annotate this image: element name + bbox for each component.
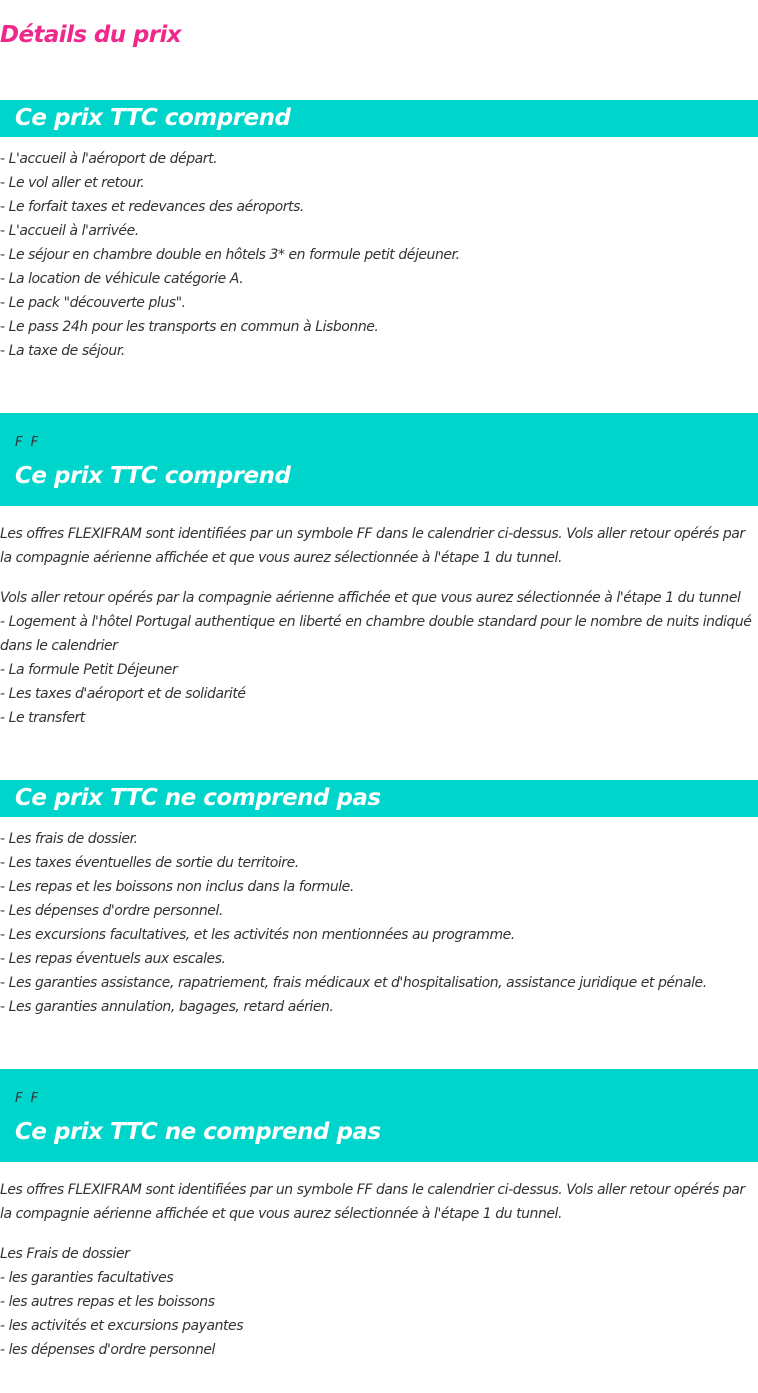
list-item: - les autres repas et les boissons	[0, 1294, 215, 1310]
list-item: - Les excursions facultatives, et les activités non mentionnées au programme.	[0, 927, 515, 943]
included-list	[0, 147, 758, 363]
list-item: - les dépenses d'ordre personnel	[0, 1342, 216, 1358]
section-header	[0, 780, 758, 817]
section-not-included	[0, 780, 758, 1019]
section-title: Ce prix TTC comprend	[15, 463, 291, 489]
section-header	[0, 100, 758, 137]
list-item: - Le forfait taxes et redevances des aéroports.	[0, 199, 304, 215]
flexifram-intro: Les offres FLEXIFRAM sont identifiées par un symbole FF dans le calendrier ci-dessus. Vols aller retour opérés par la compagnie aérienne affichée et que vous aurez sélectionnée à l'étape 1 du tunnel.	[0, 1182, 745, 1222]
list-item: - Le vol aller et retour.	[0, 175, 145, 191]
list-item: - L'accueil à l'arrivée.	[0, 223, 139, 239]
list-item: - Le pack "découverte plus".	[0, 295, 186, 311]
list-item: - Les taxes d'aéroport et de solidarité	[0, 686, 246, 702]
list-item: - L'accueil à l'aéroport de départ.	[0, 151, 218, 167]
list-item: - Le transfert	[0, 710, 85, 726]
page-title: Détails du prix	[0, 22, 182, 48]
list-item: Les Frais de dossier	[0, 1246, 130, 1262]
section-title: Ce prix TTC ne comprend pas	[15, 1119, 381, 1145]
not-included-flexifram-list	[0, 1242, 758, 1362]
section-included	[0, 100, 758, 363]
included-flexifram-list	[0, 586, 758, 730]
list-item: - Les repas éventuels aux escales.	[0, 951, 226, 967]
section-title: Ce prix TTC comprend	[15, 105, 291, 131]
list-item: - La formule Petit Déjeuner	[0, 662, 178, 678]
not-included-list	[0, 827, 758, 1019]
list-item: - les garanties facultatives	[0, 1270, 174, 1286]
flexifram-intro: Les offres FLEXIFRAM sont identifiées par un symbole FF dans le calendrier ci-dessus. Vols aller retour opérés par la compagnie aérienne affichée et que vous aurez sélectionnée à l'étape 1 du tunnel.	[0, 526, 745, 566]
list-item: - Les repas et les boissons non inclus dans la formule.	[0, 879, 354, 895]
list-item: - Les taxes éventuelles de sortie du territoire.	[0, 855, 299, 871]
ff-tag: F F	[15, 1091, 41, 1106]
list-item: Vols aller retour opérés par la compagnie aérienne affichée et que vous aurez sélectionnée à l'étape 1 du tunnel	[0, 590, 741, 606]
list-item: - Les garanties assistance, rapatriement, frais médicaux et d'hospitalisation, assistance juridique et pénale.	[0, 975, 707, 991]
list-item: - La taxe de séjour.	[0, 343, 125, 359]
section-included-flexifram	[0, 413, 758, 730]
list-item: - Les garanties annulation, bagages, retard aérien.	[0, 999, 334, 1015]
section-header	[0, 1069, 758, 1162]
section-not-included-flexifram	[0, 1069, 758, 1362]
list-item: - les activités et excursions payantes	[0, 1318, 244, 1334]
section-title: Ce prix TTC ne comprend pas	[15, 785, 381, 811]
list-item: - La location de véhicule catégorie A.	[0, 271, 244, 287]
ff-tag: F F	[15, 435, 41, 450]
list-item: - Les dépenses d'ordre personnel.	[0, 903, 223, 919]
list-item: - Les frais de dossier.	[0, 831, 138, 847]
list-item: - Le séjour en chambre double en hôtels 3* en formule petit déjeuner.	[0, 247, 460, 263]
section-header	[0, 413, 758, 506]
list-item: - Logement à l'hôtel Portugal authentique en liberté en chambre double standard pour le nombre de nuits indiqué dans le calendrier	[0, 614, 752, 654]
list-item: - Le pass 24h pour les transports en commun à Lisbonne.	[0, 319, 379, 335]
